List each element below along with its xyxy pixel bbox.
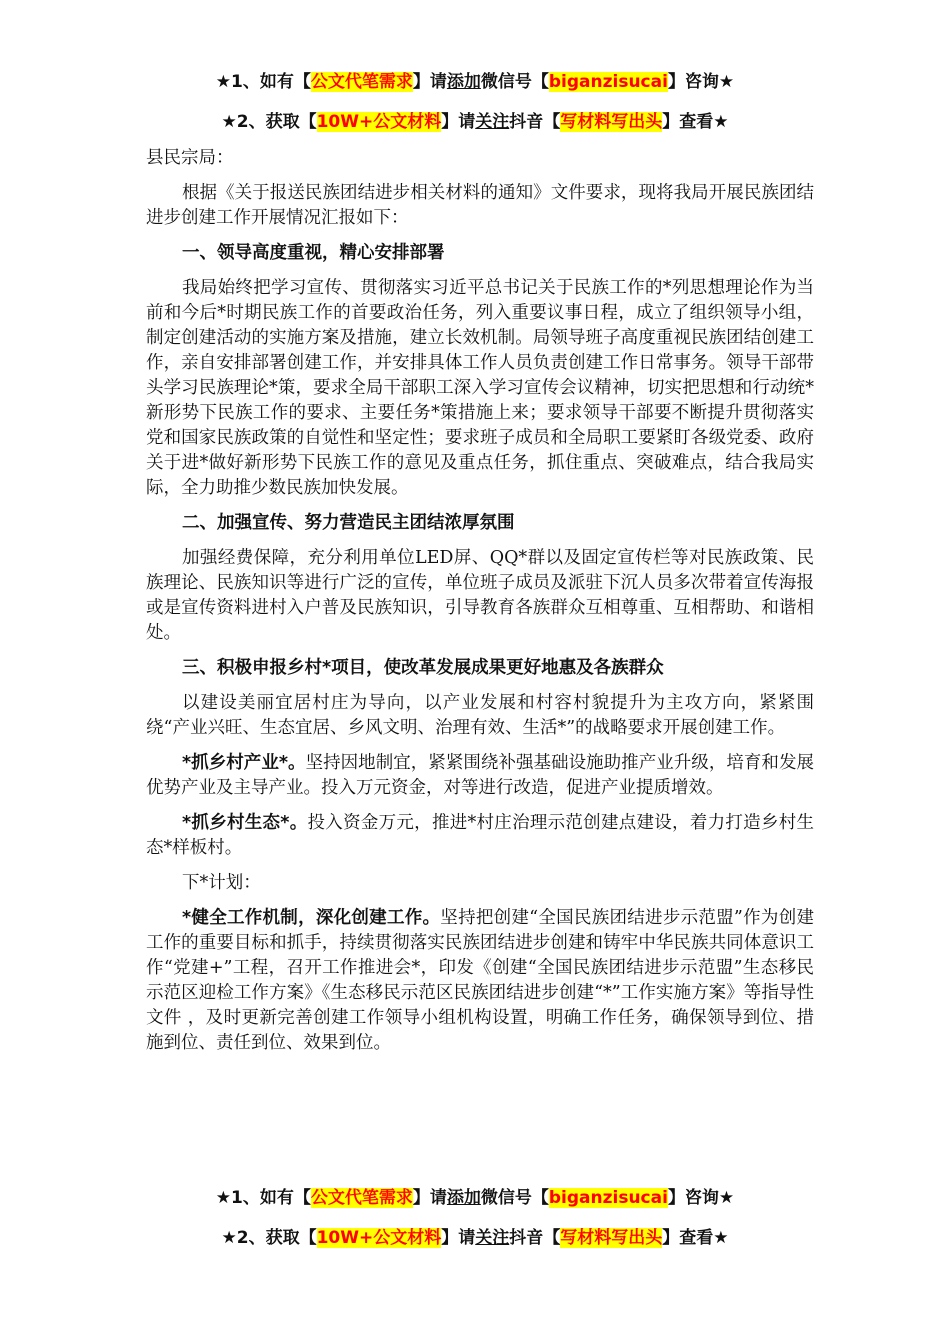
section-heading-3: 三、积极申报乡村*项目，使改革发展成果更好地惠及各族群众 — [182, 658, 664, 678]
banner-text: ★1、如有【 — [215, 1188, 311, 1208]
section-heading-2: 二、加强宣传、努力营造民主团结浓厚氛围 — [182, 513, 515, 533]
item-lead: *抓乡村产业*。 — [182, 753, 306, 773]
section-body-2: 加强经费保障，充分利用单位LED屏、QQ*群以及固定宣传栏等对民族政策、民族理论、民族知识等进行广泛的宣传，单位班子成员及派驻下沉人员多次带着宣传海报或是宣传资料进村入户普及民族知识，引导教育各族群众互相尊重、互相帮助、和谐相处。 — [146, 548, 814, 643]
banner-emphasis: 关注 — [475, 1228, 510, 1248]
banner-text: 】查看★ — [662, 112, 729, 132]
banner-highlight: biganzisucai — [548, 1188, 668, 1208]
banner-text: 微信号【 — [480, 72, 549, 92]
banner-highlight: 公文代笔需求 — [310, 1188, 413, 1208]
banner-emphasis: 添加 — [446, 72, 481, 92]
banner-text: 】咨询★ — [667, 1188, 735, 1208]
banner-text: 】咨询★ — [667, 72, 735, 92]
banner-highlight: 公文代笔需求 — [310, 72, 413, 92]
item-lead: *健全工作机制，深化创建工作。 — [182, 908, 441, 928]
banner-highlight: biganzisucai — [548, 72, 668, 92]
banner-text: ★2、获取【 — [221, 112, 317, 132]
document-body — [146, 146, 814, 1056]
banner-highlight: 10W+公文材料 — [316, 1228, 442, 1248]
item-body: 坚持因地制宜，紧紧围绕补强基础设施助推产业升级，培育和发展优势产业及主导产业。投入万元资金，对等进行改造，促进产业提质增效。 — [146, 753, 814, 798]
banner-text: 】请 — [412, 1188, 447, 1208]
banner-highlight: 写材料写出头 — [560, 1228, 663, 1248]
section-heading-1: 一、领导高度重视，精心安排部署 — [182, 243, 445, 263]
banner-text: ★1、如有【 — [215, 72, 311, 92]
banner-emphasis: 添加 — [446, 1188, 481, 1208]
banner-text: 抖音【 — [509, 112, 561, 132]
promo-banner-top-1 — [0, 70, 950, 94]
banner-text: 】请 — [441, 1228, 476, 1248]
item-body: 投入资金万元，推进*村庄治理示范创建点建设，着力打造乡村生态*样板村。 — [146, 813, 814, 858]
item-body: 坚持把创建“全国民族团结进步示范盟”作为创建工作的重要目标和抓手，持续贯彻落实民族团结进步创建和铸牢中华民族共同体意识工作“党建+”工程，召开工作推进会*，印发《创建“全国民族团结进步示范盟”生态移民示范区迎检工作方案》《生态移民示范区民族团结进步创建“*”工作实施方案》等指导性文件 ，及时更新完善创建工作领导小组机构设置，明确工作任务，确保领导到位、措施到位、责任到位、效果到位。 — [146, 908, 814, 1053]
section-body-3: 以建设美丽宜居村庄为导向，以产业发展和村容村貌提升为主攻方向，紧紧围绕“产业兴旺、生态宜居、乡风文明、治理有效、生活*”的战略要求开展创建工作。 — [146, 693, 814, 738]
banner-text: 抖音【 — [509, 1228, 561, 1248]
item-paragraph-mechanism — [146, 906, 814, 1056]
item-paragraph-industry — [146, 751, 814, 801]
item-paragraph-ecology — [146, 811, 814, 861]
plan-label: 下*计划： — [182, 873, 261, 893]
intro-paragraph: 根据《关于报送民族团结进步相关材料的通知》文件要求，现将我局开展民族团结进步创建工作开展情况汇报如下： — [146, 183, 814, 228]
section-body-1: 我局始终把学习宣传、贯彻落实习近平总书记关于民族工作的*列思想理论作为当前和今后*时期民族工作的首要政治任务，列入重要议事日程，成立了组织领导小组，制定创建活动的实施方案及措施，建立长效机制。局领导班子高度重视民族团结创建工作，亲自安排部署创建工作，并安排具体工作人员负责创建工作日常事务。领导干部带头学习民族理论*策，要求全局干部职工深入学习宣传会议精神，切实把思想和行动统*新形势下民族工作的要求、主要任务*策措施上来；要求领导干部要不断提升贯彻落实党和国家民族政策的自觉性和坚定性；要求班子成员和全局职工要紧盯各级党委、政府关于进*做好新形势下民族工作的意见及重点任务，抓住重点、突破难点，结合我局实际，全力助推少数民族加快发展。 — [146, 278, 814, 498]
banner-text: 】请 — [441, 112, 476, 132]
item-lead: *抓乡村生态*。 — [182, 813, 308, 833]
banner-emphasis: 关注 — [475, 112, 510, 132]
promo-banner-bottom-1 — [0, 1186, 950, 1210]
banner-text: ★2、获取【 — [221, 1228, 317, 1248]
banner-text: 微信号【 — [480, 1188, 549, 1208]
banner-highlight: 写材料写出头 — [560, 112, 663, 132]
salutation: 县民宗局： — [146, 148, 234, 168]
banner-text: 】请 — [412, 72, 447, 92]
banner-highlight: 10W+公文材料 — [316, 112, 442, 132]
promo-banner-bottom-2 — [0, 1226, 950, 1250]
banner-text: 】查看★ — [662, 1228, 729, 1248]
promo-banner-top-2 — [0, 110, 950, 134]
